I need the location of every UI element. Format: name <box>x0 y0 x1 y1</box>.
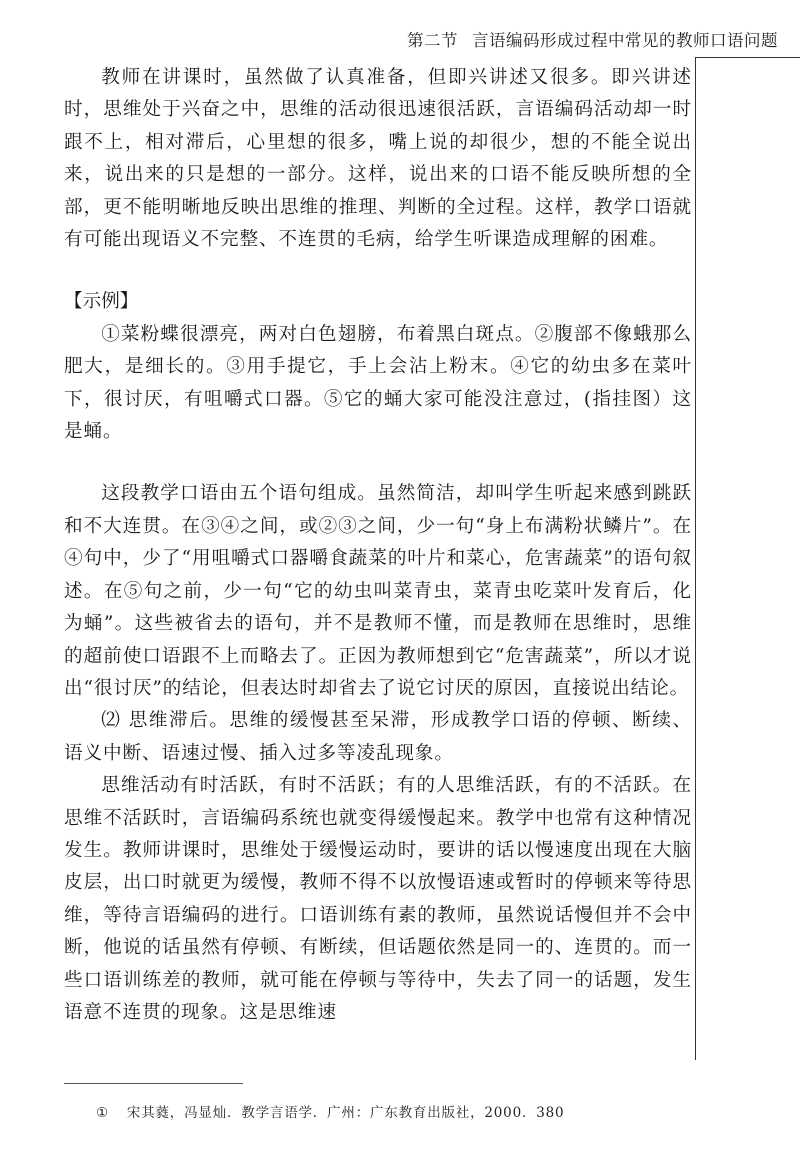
footnote-rule <box>64 1083 243 1084</box>
footnote-text: 宋其蕤，冯显灿．教学言语学．广州：广东教育出版社，2000．380 <box>126 1105 565 1121</box>
section-title: 言语编码形成过程中常见的教师口语问题 <box>472 31 778 50</box>
section-number: 第二节 <box>407 31 458 50</box>
running-head <box>407 27 778 51</box>
margin-rule <box>695 57 696 1060</box>
example-label: 【示例】 <box>64 291 139 313</box>
footnote <box>96 1101 564 1121</box>
paragraph-thinking-lag: ⑵ 思维滞后。思维的缓慢甚至呆滞，形成教学口语的停顿、断续、语义中断、语速过慢、插入过多等凌乱现象。 <box>64 710 692 764</box>
example-text: ①菜粉蝶很漂亮，两对白色翅膀，布着黑白斑点。②腹部不像蛾那么肥大，是细长的。③用手提它，手上会沾上粉末。④它的幼虫多在菜叶下，很讨厌，有咀嚼式口器。⑤它的蛹大家可能没注意过，(指挂图）这是蛹。 <box>64 323 692 443</box>
paragraph-analysis: 这段教学口语由五个语句组成。虽然简洁，却叫学生听起来感到跳跃和不大连贯。在③④之间，或②③之间，少一句“身上布满粉状鳞片”。在④句中，少了“用咀嚼式口器嚼食蔬菜的叶片和菜心，危害蔬菜”的语句叙述。在⑤句之前，少一句“它的幼虫叫菜青虫，菜青虫吃菜叶发育后，化为蛹”。这些被省去的语句，并不是教师不懂，而是教师在思维时，思维的超前使口语跟不上而略去了。正因为教师想到它“危害蔬菜”，所以才说出“很讨厌”的结论，但表达时却省去了说它讨厌的原因，直接说出结论。 <box>64 483 692 699</box>
header-rule <box>695 57 800 58</box>
paragraph-intro: 教师在讲课时，虽然做了认真准备，但即兴讲述又很多。即兴讲述时，思维处于兴奋之中，思维的活动很迅速很活跃，言语编码活动却一时跟不上，相对滞后，心里想的很多，嘴上说的却很少，想的不能全说出来，说出来的只是想的一部分。这样，说出来的口语不能反映所想的全部，更不能明晰地反映出思维的推理、判断的全过程。这样，教学口语就有可能出现语义不完整、不连贯的毛病，给学生听课造成理解的困难。 <box>64 67 692 251</box>
paragraph-thinking-activity: 思维活动有时活跃，有时不活跃；有的人思维活跃，有的不活跃。在思维不活跃时，言语编码系统也就变得缓慢起来。教学中也常有这种情况发生。教师讲课时，思维处于缓慢运动时，要讲的话以慢速度出现在大脑皮层，出口时就更为缓慢，教师不得不以放慢语速或暂时的停顿来等待思维，等待言语编码的进行。口语训练有素的教师，虽然说话慢但并不会中断，他说的话虽然有停顿、有断续，但话题依然是同一的、连贯的。而一些口语训练差的教师，就可能在停顿与等待中，失去了同一的话题，发生语意不连贯的现象。这是思维速 <box>64 775 692 1023</box>
footnote-mark: ① <box>96 1105 109 1121</box>
page-body <box>64 62 692 1029</box>
